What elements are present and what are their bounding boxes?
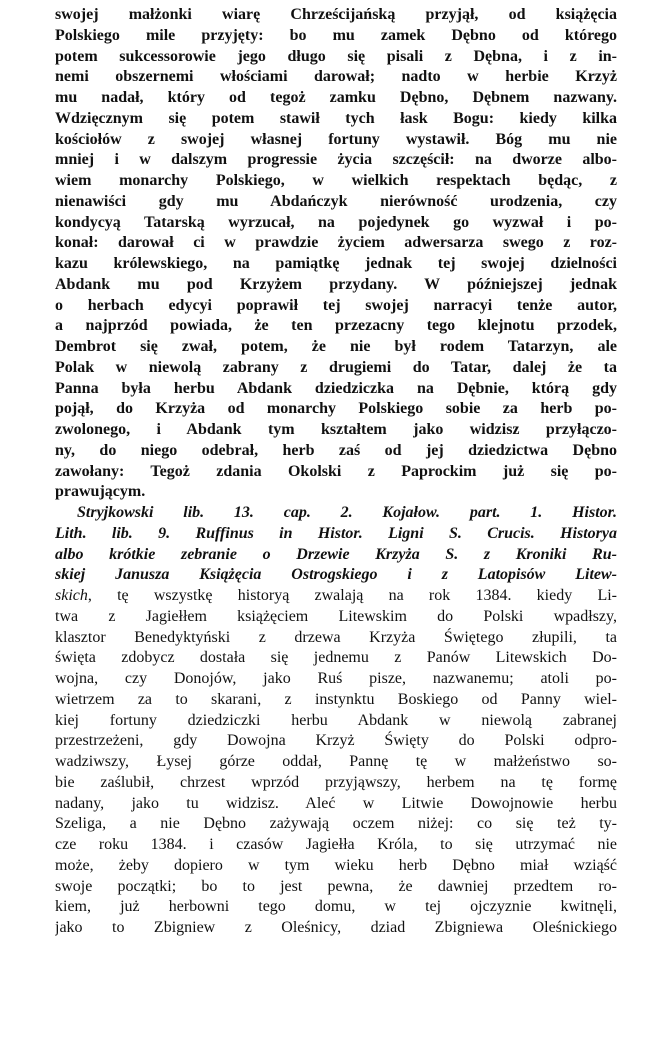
text-line: kiej fortuny dziedziczki herbu Abdank w niewolą zabranej (55, 711, 617, 729)
text-line: twa z Jagiełłem książęciem Litewskim do Polski wpadłszy, (55, 607, 617, 625)
text-line (55, 586, 617, 607)
text-line: swojej małżonki wiarę Chrześcijańską przyjął, od książęcia (55, 6, 617, 23)
text-line: Panna była herbu Abdank dziedziczka na Dębnie, którą gdy (55, 379, 617, 397)
text-line: a najprzód powiada, że ten przezacny tego klejnotu przodek, (55, 317, 617, 335)
text-line: przestrzeżeni, gdy Dowojna Krzyż Święty do Polski odpro- (55, 732, 617, 750)
text-line: prawującym. (55, 483, 146, 501)
text-line: zwolonego, i Abdank tym kształtem jako widzisz przyłączo- (55, 421, 617, 438)
text-line: o herbach edycyi poprawił tej swojej narracyi tenże autor, (55, 296, 617, 314)
text-line: konał: darował ci w prawdzie życiem adwersarza swego z roz- (55, 234, 617, 252)
text-line: Wdzięcznym się potem stawił tych łask Bogu: kiedy kilka (55, 109, 617, 127)
text-line: jako to Zbigniew z Oleśnicy, dziad Zbigniewa Oleśnickiego (55, 919, 617, 936)
text-line: może, żeby dopiero w tym wieku herb Dębno miał wziąść (55, 856, 617, 874)
text-line: nemi obszernemi włościami darował; nadto w herbie Krzyż (55, 68, 617, 86)
text-line: wietrzem za to skarani, z instynktu Boskiego od Panny wiel- (55, 690, 617, 708)
text-line: Polak w niewolą zabrany z drugiemi do Tatar, dalej że ta (55, 358, 617, 376)
text-line: Polskiego mile przyjęty: bo mu zamek Dębno od którego (55, 26, 617, 44)
text-line: mniej i w dalszym progressie życia szczęścił: na dworze albo- (55, 151, 617, 169)
text-line: wojna, czy Donojów, jako Ruś pisze, nazwanemu; atoli po- (55, 670, 617, 687)
document-page (55, 5, 617, 939)
text-line: Szeliga, a nie Dębno zażywają oczem niżej: co się też ty- (55, 815, 617, 833)
text-line: Abdank mu pod Krzyżem przydany. W późniejszej jednak (55, 275, 617, 293)
text-line: zawołany: Tegoż zdania Okolski z Paprockim już się po- (55, 462, 617, 480)
text-line: kościołów z swojej własnej fortuny wystawił. Bóg mu nie (55, 130, 617, 148)
text-line: święta zdobycz dostała się jednemu z Panów Litewskich Do- (55, 649, 617, 667)
source-citation-line: Stryjkowski lib. 13. cap. 2. Kojałow. part. 1. Histor. (77, 504, 617, 521)
text-line: potem sukcessorowie jego długo się pisali z Dębna, i z in- (55, 47, 617, 65)
text-line: ny, do niego odebrał, herb zaś od jej dziedzictwa Dębno (55, 441, 617, 459)
text-line: kazu królewskiego, na pamiątkę jednak tej swojej dzielności (55, 255, 617, 272)
source-citation-end: skich (55, 587, 88, 604)
text-line: kondycyą Tatarską wyrzucał, na pojedynek go wyzwał i po- (55, 213, 617, 231)
text-fragment: , tę wszystkę historyą zwalają na rok 1384. kiedy Li- (87, 587, 617, 604)
text-line: nadany, jako tu widzisz. Aleć w Litwie Dowojnowie herbu (55, 794, 617, 812)
text-line: wadziwszy, Łysej górze oddał, Pannę tę w małżeństwo so- (55, 753, 617, 770)
text-line: kiem, już herbowni tego domu, w tej ojczyznie kwitnęli, (55, 898, 617, 916)
source-citation-line: albo krótkie zebranie o Drzewie Krzyża S. z Kroniki Ru- (55, 545, 617, 563)
text-line: nienawiści gdy mu Abdańczyk nierówność urodzenia, czy (55, 192, 617, 210)
text-line: Dembrot się zwał, potem, że nie był rodem Tatarzyn, ale (55, 338, 617, 355)
text-line: bie zaślubił, chrzest wprzód przyjąwszy, herbem na tę formę (55, 773, 617, 791)
text-line: pojął, do Krzyża od monarchy Polskiego sobie za herb po- (55, 400, 617, 418)
text-line: swoje początki; bo to jest pewna, że dawniej przedtem ro- (55, 877, 617, 895)
text-line: mu nadał, który od tegoż zamku Dębno, Dębnem nazwany. (55, 89, 617, 106)
text-line: cze roku 1384. i czasów Jagiełła Króla, to się utrzymać nie (55, 836, 617, 853)
text-line: wiem monarchy Polskiego, w wielkich respektach będąc, z (55, 172, 617, 189)
paragraph-main (55, 5, 617, 503)
paragraph-sources (55, 503, 617, 939)
source-citation-line: skiej Janusza Książęcia Ostrogskiego i z Latopisów Litew- (55, 566, 617, 584)
text-line: klasztor Benedyktyński z drzewa Krzyża Świętego złupili, ta (55, 628, 617, 646)
source-citation-line: Lith. lib. 9. Ruffinus in Histor. Ligni S. Crucis. Historya (55, 524, 617, 542)
